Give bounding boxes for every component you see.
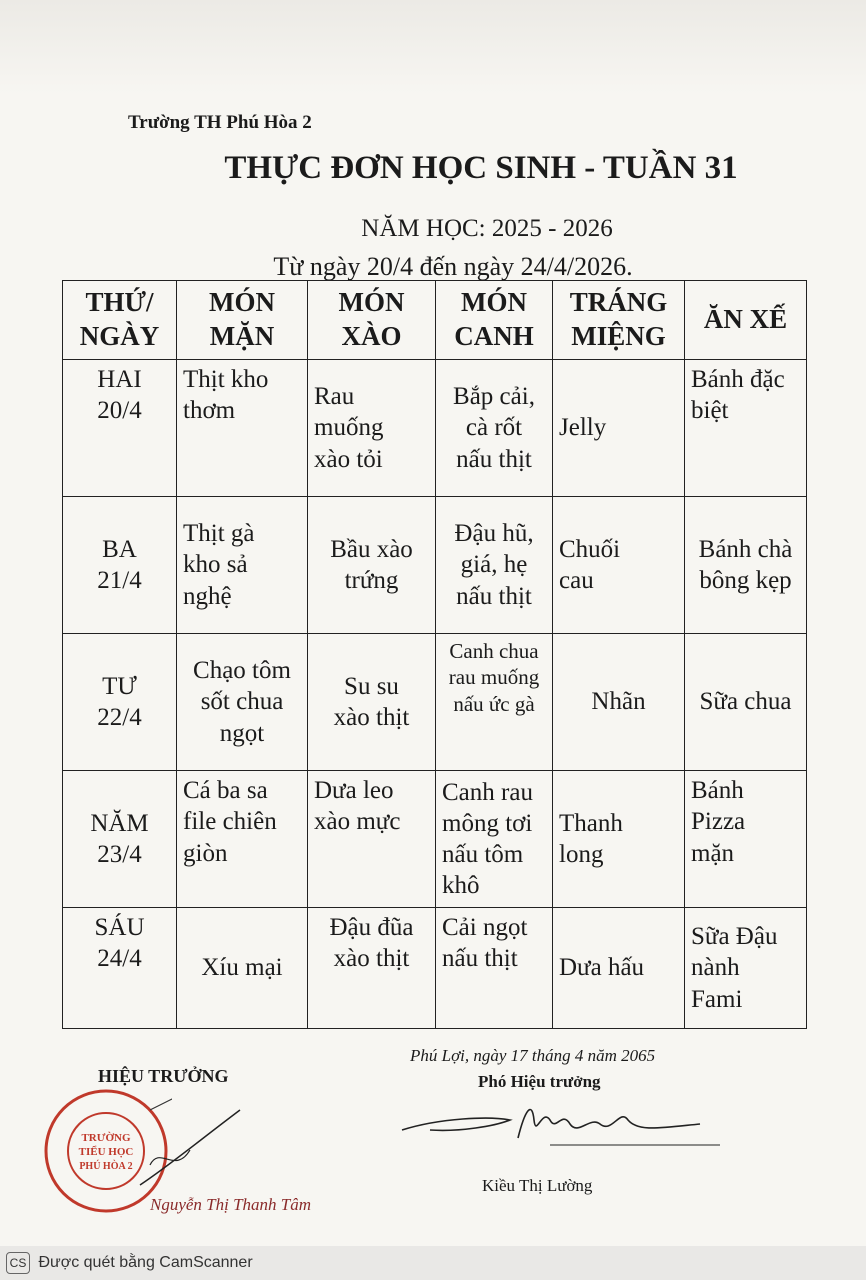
svg-text:TRƯỜNG: TRƯỜNG bbox=[81, 1132, 131, 1144]
col-header-day: THỨ/ NGÀY bbox=[63, 281, 177, 360]
principal-title: HIỆU TRƯỞNG bbox=[98, 1066, 229, 1086]
stir-fry-cell: Rau muống xào tỏi bbox=[308, 360, 436, 497]
col-header-main-dish: MÓN MẶN bbox=[177, 281, 308, 360]
scanner-footer bbox=[0, 1246, 866, 1280]
col-header-dessert: TRÁNG MIỆNG bbox=[553, 281, 685, 360]
date-range: Từ ngày 20/4 đến ngày 24/4/2026. bbox=[273, 252, 633, 281]
scanner-footer-text: Được quét bằng CamScanner bbox=[38, 1254, 253, 1271]
table-row bbox=[63, 771, 807, 908]
dessert-cell: Jelly bbox=[553, 360, 685, 497]
soup-cell: Cải ngọt nấu thịt bbox=[436, 908, 553, 1029]
svg-text:TIỂU HỌC: TIỂU HỌC bbox=[78, 1146, 134, 1158]
stir-fry-cell: Dưa leo xào mực bbox=[308, 771, 436, 908]
principal-name-handwritten: Nguyễn Thị Thanh Tâm bbox=[150, 1195, 312, 1214]
snack-cell: Bánh chà bông kẹp bbox=[685, 497, 807, 634]
day-cell: NĂM 23/4 bbox=[63, 771, 177, 908]
soup-cell: Bắp cải, cà rốt nấu thịt bbox=[436, 360, 553, 497]
day-cell: BA 21/4 bbox=[63, 497, 177, 634]
snack-cell: Sữa chua bbox=[685, 634, 807, 771]
dessert-cell: Dưa hấu bbox=[553, 908, 685, 1029]
dessert-cell: Nhãn bbox=[553, 634, 685, 771]
main-dish-cell: Chạo tôm sốt chua ngọt bbox=[177, 634, 308, 771]
col-header-snack: ĂN XẾ bbox=[685, 281, 807, 360]
school-name: Trường TH Phú Hòa 2 bbox=[128, 112, 312, 133]
main-dish-cell: Xíu mại bbox=[177, 908, 308, 1029]
table-row bbox=[63, 634, 807, 771]
col-header-stir-fry: MÓN XÀO bbox=[308, 281, 436, 360]
vice-principal-title: Phó Hiệu trưởng bbox=[478, 1072, 601, 1091]
soup-cell: Đậu hũ, giá, hẹ nấu thịt bbox=[436, 497, 553, 634]
day-cell: TƯ 22/4 bbox=[63, 634, 177, 771]
table-row bbox=[63, 360, 807, 497]
stir-fry-cell: Đậu đũa xào thịt bbox=[308, 908, 436, 1029]
page-title: THỰC ĐƠN HỌC SINH - TUẦN 31 bbox=[224, 150, 738, 186]
table-header-row bbox=[63, 281, 807, 360]
snack-cell: Bánh Pizza mặn bbox=[685, 771, 807, 908]
principal-signature-icon bbox=[130, 1105, 250, 1195]
vice-principal-signature-icon bbox=[400, 1090, 720, 1150]
dessert-cell: Thanh long bbox=[553, 771, 685, 908]
snack-cell: Bánh đặc biệt bbox=[685, 360, 807, 497]
place-date: Phú Lợi, ngày 17 tháng 4 năm 2065 bbox=[410, 1046, 656, 1065]
vice-principal-name: Kiều Thị Lường bbox=[482, 1176, 593, 1195]
main-dish-cell: Thịt kho thơm bbox=[177, 360, 308, 497]
table-row bbox=[63, 497, 807, 634]
day-cell: HAI 20/4 bbox=[63, 360, 177, 497]
col-header-soup: MÓN CANH bbox=[436, 281, 553, 360]
scan-shadow bbox=[0, 0, 866, 95]
main-dish-cell: Thịt gà kho sả nghệ bbox=[177, 497, 308, 634]
camscanner-icon: CS bbox=[6, 1252, 30, 1274]
svg-text:PHÚ HÒA 2: PHÚ HÒA 2 bbox=[79, 1161, 133, 1172]
menu-table bbox=[62, 280, 807, 1029]
soup-cell: Canh rau mông tơi nấu tôm khô bbox=[436, 771, 553, 908]
stir-fry-cell: Bầu xào trứng bbox=[308, 497, 436, 634]
snack-cell: Sữa Đậu nành Fami bbox=[685, 908, 807, 1029]
table-row bbox=[63, 908, 807, 1029]
stir-fry-cell: Su su xào thịt bbox=[308, 634, 436, 771]
main-dish-cell: Cá ba sa file chiên giòn bbox=[177, 771, 308, 908]
dessert-cell: Chuối cau bbox=[553, 497, 685, 634]
school-year: NĂM HỌC: 2025 - 2026 bbox=[361, 215, 613, 242]
day-cell: SÁU 24/4 bbox=[63, 908, 177, 1029]
soup-cell: Canh chua rau muống nấu ức gà bbox=[436, 634, 553, 771]
